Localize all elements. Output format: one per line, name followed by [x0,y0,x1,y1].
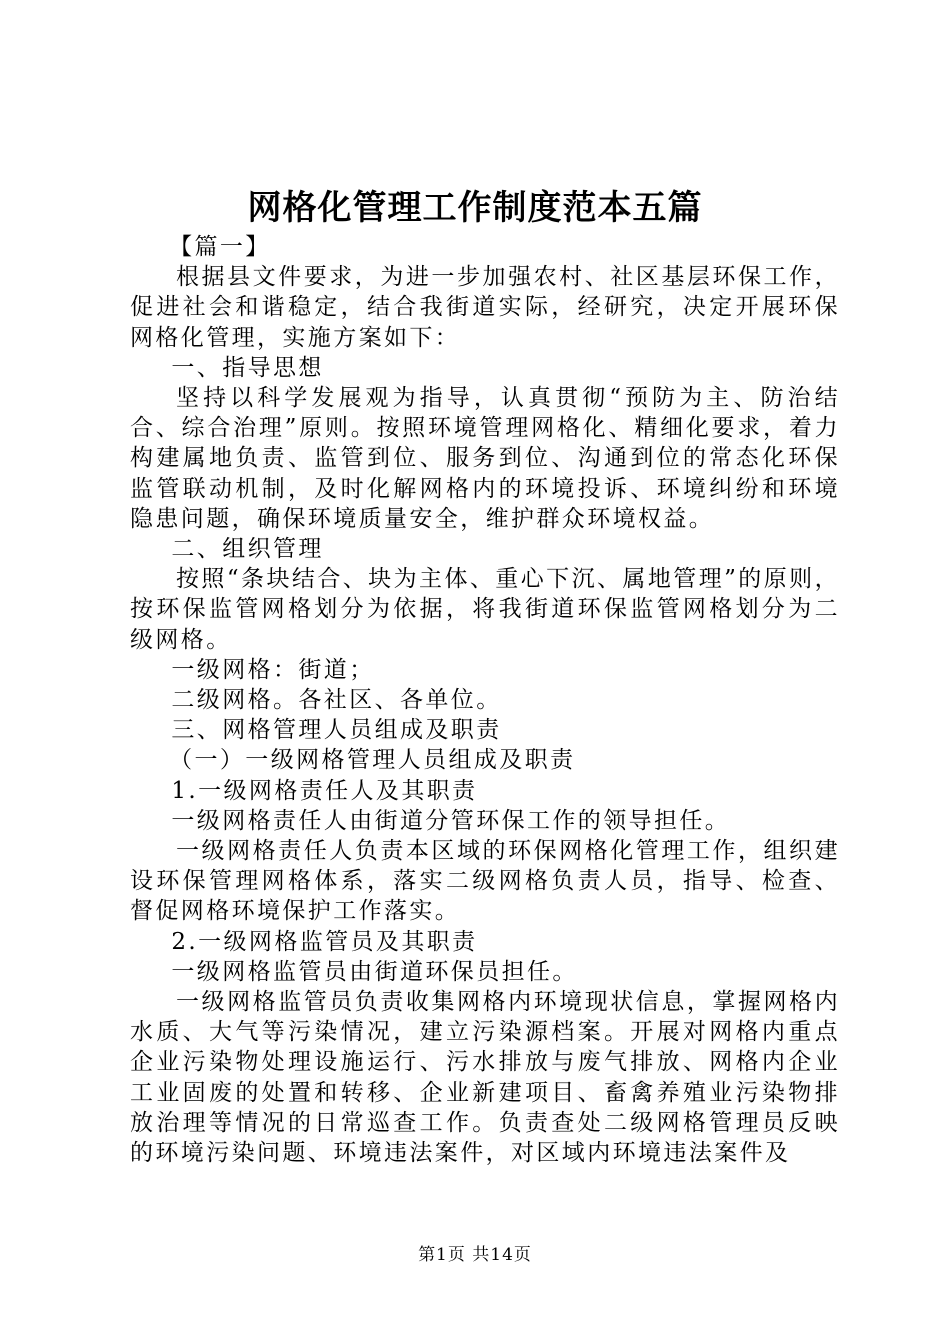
body-paragraph: 一级网格责任人负责本区域的环保网格化管理工作，组织建设环保管理网格体系，落实二级网格负责人员，指导、检查、督促网格环境保护工作落实。 [130,838,840,925]
subheading: 一级网格责任人由街道分管环保工作的领导担任。 [171,807,731,834]
section-heading: （一）一级网格管理人员组成及职责 [169,747,576,774]
subheading: 一、指导思想 [171,354,324,381]
body-paragraph: 按照“条块结合、块为主体、重心下沉、属地管理”的原则，按环保监管网格划分为依据，将我街道环保监管网格划分为二级网格。 [130,566,840,653]
subheading: 1.一级网格责任人及其职责 [171,777,478,804]
document-title: 网格化管理工作制度范本五篇 [247,188,703,228]
subheading: 一级网格：街道； [171,656,375,683]
page-footer: 第1页 共14页 [418,1245,532,1265]
subheading: 三、网格管理人员组成及职责 [171,717,502,744]
body-paragraph: 坚持以科学发展观为指导，认真贯彻“预防为主、防治结合、综合治理”原则。按照环境管理网格化、精细化要求，着力构建属地负责、监管到位、服务到位、沟通到位的常态化环保监管联动机制，及时化解网格内的环境投诉、环境纠纷和环境隐患问题，确保环境质量安全，维护群众环境权益。 [130,385,840,532]
document-body [130,232,840,1168]
subheading: 二级网格。各社区、各单位。 [171,687,502,714]
subheading: 一级网格监管员由街道环保员担任。 [171,958,578,985]
body-paragraph: 根据县文件要求，为进一步加强农村、社区基层环保工作，促进社会和谐稳定，结合我街道实际，经研究，决定开展环保网格化管理，实施方案如下： [130,264,840,351]
section-heading: 【篇一】 [169,234,271,260]
subheading: 二、组织管理 [171,536,324,563]
body-paragraph: 一级网格监管员负责收集网格内环境现状信息，掌握网格内水质、大气等污染情况，建立污染源档案。开展对网格内重点企业污染物处理设施运行、污水排放与废气排放、网格内企业工业固废的处置和转移、企业新建项目、畜禽养殖业污染物排放治理等情况的日常巡查工作。负责查处二级网格管理员反映的环境污染问题、环境违法案件，对区域内环境违法案件及 [130,989,840,1167]
subheading: 2.一级网格监管员及其职责 [171,928,478,955]
